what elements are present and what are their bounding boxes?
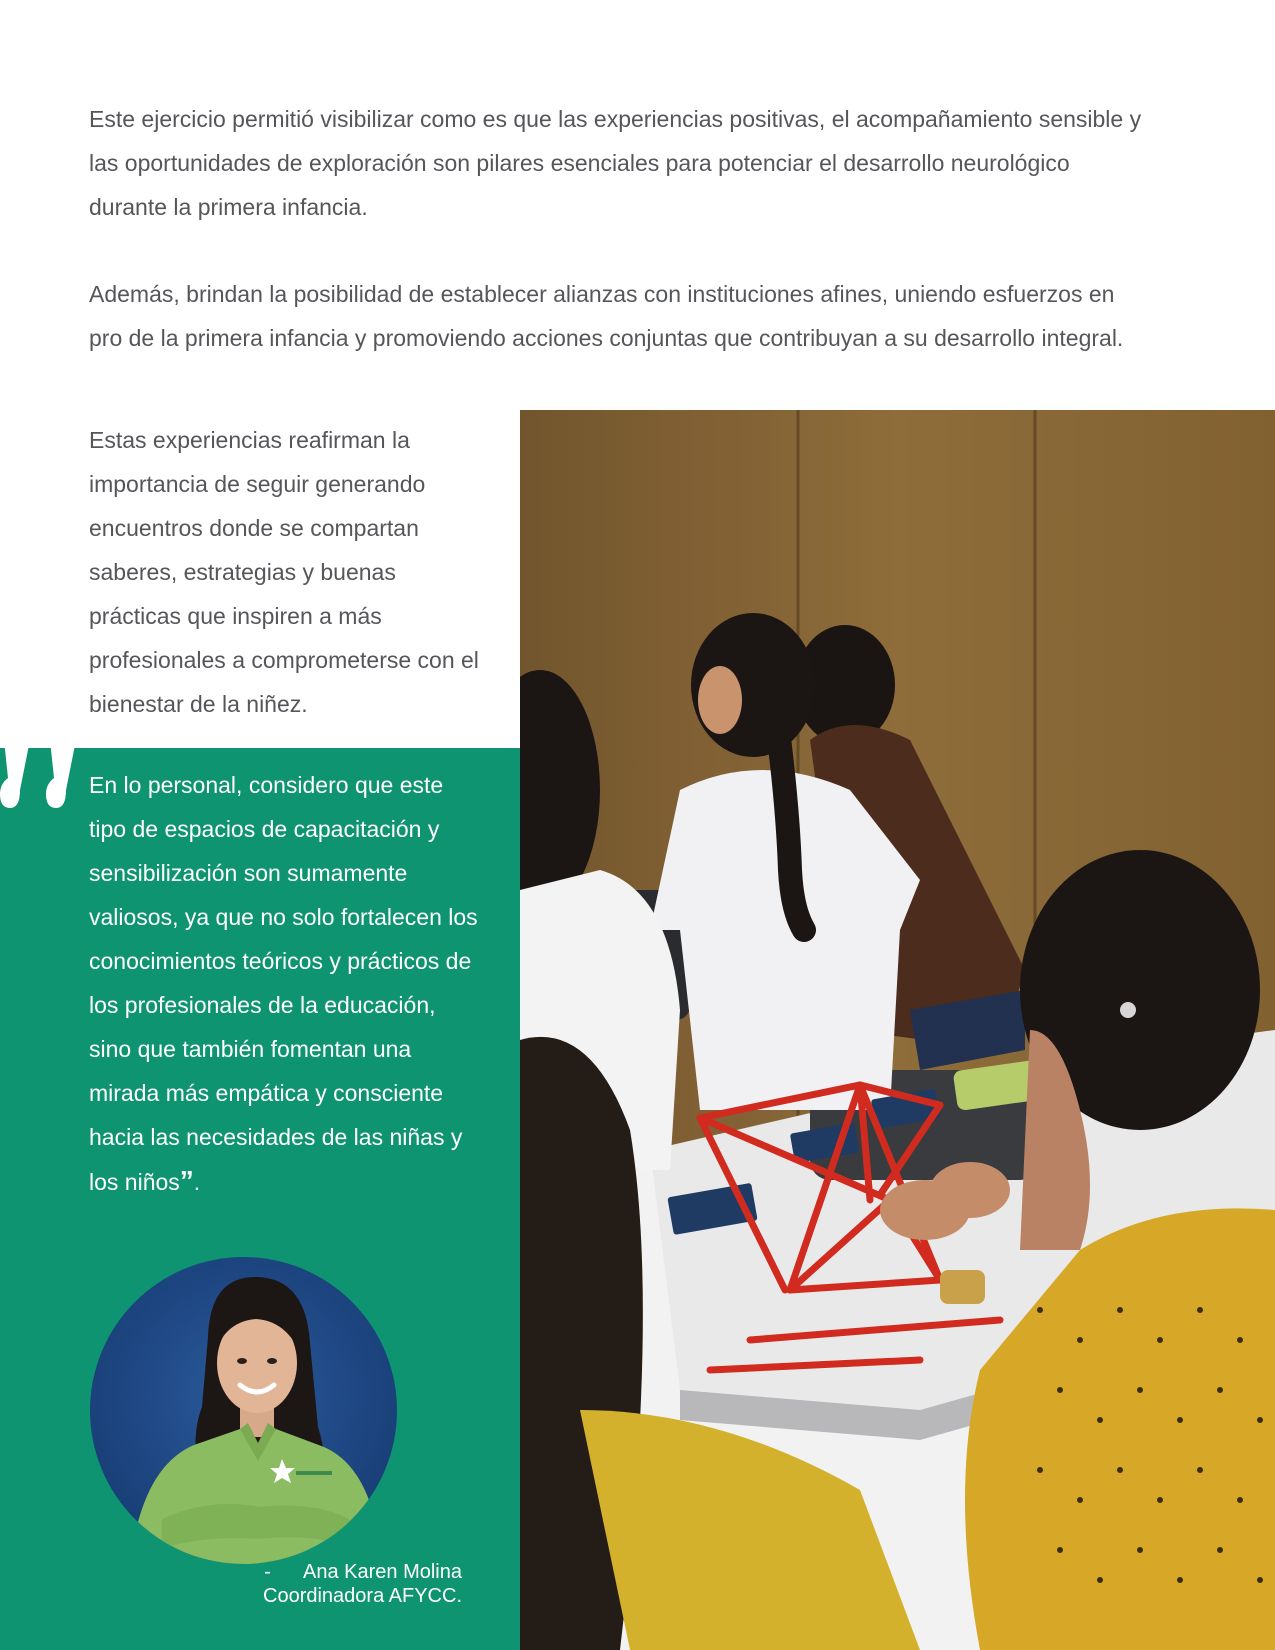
quote-body: En lo personal, considero que este tipo de espacios de capacitación y sensibilización son sumamente valiosos, ya que no solo fortalecen los conocimientos teóricos y prácticos de los profesionales de la educación, sino que también fomentan una mirada más empática y consciente hacia las necesidades de las niñas y los niños (89, 772, 478, 1195)
attribution-name: - Ana Karen Molina (264, 1561, 462, 1583)
close-quote-mark: ” (179, 1165, 194, 1196)
quote-attribution (190, 1560, 462, 1608)
attribution-role: Coordinadora AFYCC. (263, 1585, 462, 1607)
body-paragraph-2: Además, brindan la posibilidad de establecer alianzas con instituciones afines, uniendo esfuerzos en pro de la primera infancia y promoviendo acciones conjuntas que contribuyan a su desarrollo integral. (89, 281, 1124, 351)
open-quote-icon (0, 738, 86, 810)
testimonial-quote (89, 763, 479, 1204)
quote-end-punct: . (193, 1169, 201, 1195)
body-paragraph-3: Estas experiencias reafirman la importancia de seguir generando encuentros donde se compartan saberes, estrategias y buenas prácticas que inspiren a más profesionales a comprometerse con el bienestar de la niñez. (89, 427, 479, 717)
body-paragraph-1: Este ejercicio permitió visibilizar como es que las experiencias positivas, el acompañamiento sensible y las oportunidades de exploración son pilares esenciales para potenciar el desarrollo neurológico durante la primera infancia. (89, 106, 1142, 220)
avatar (90, 1257, 397, 1564)
workshop-photo (520, 410, 1275, 1650)
